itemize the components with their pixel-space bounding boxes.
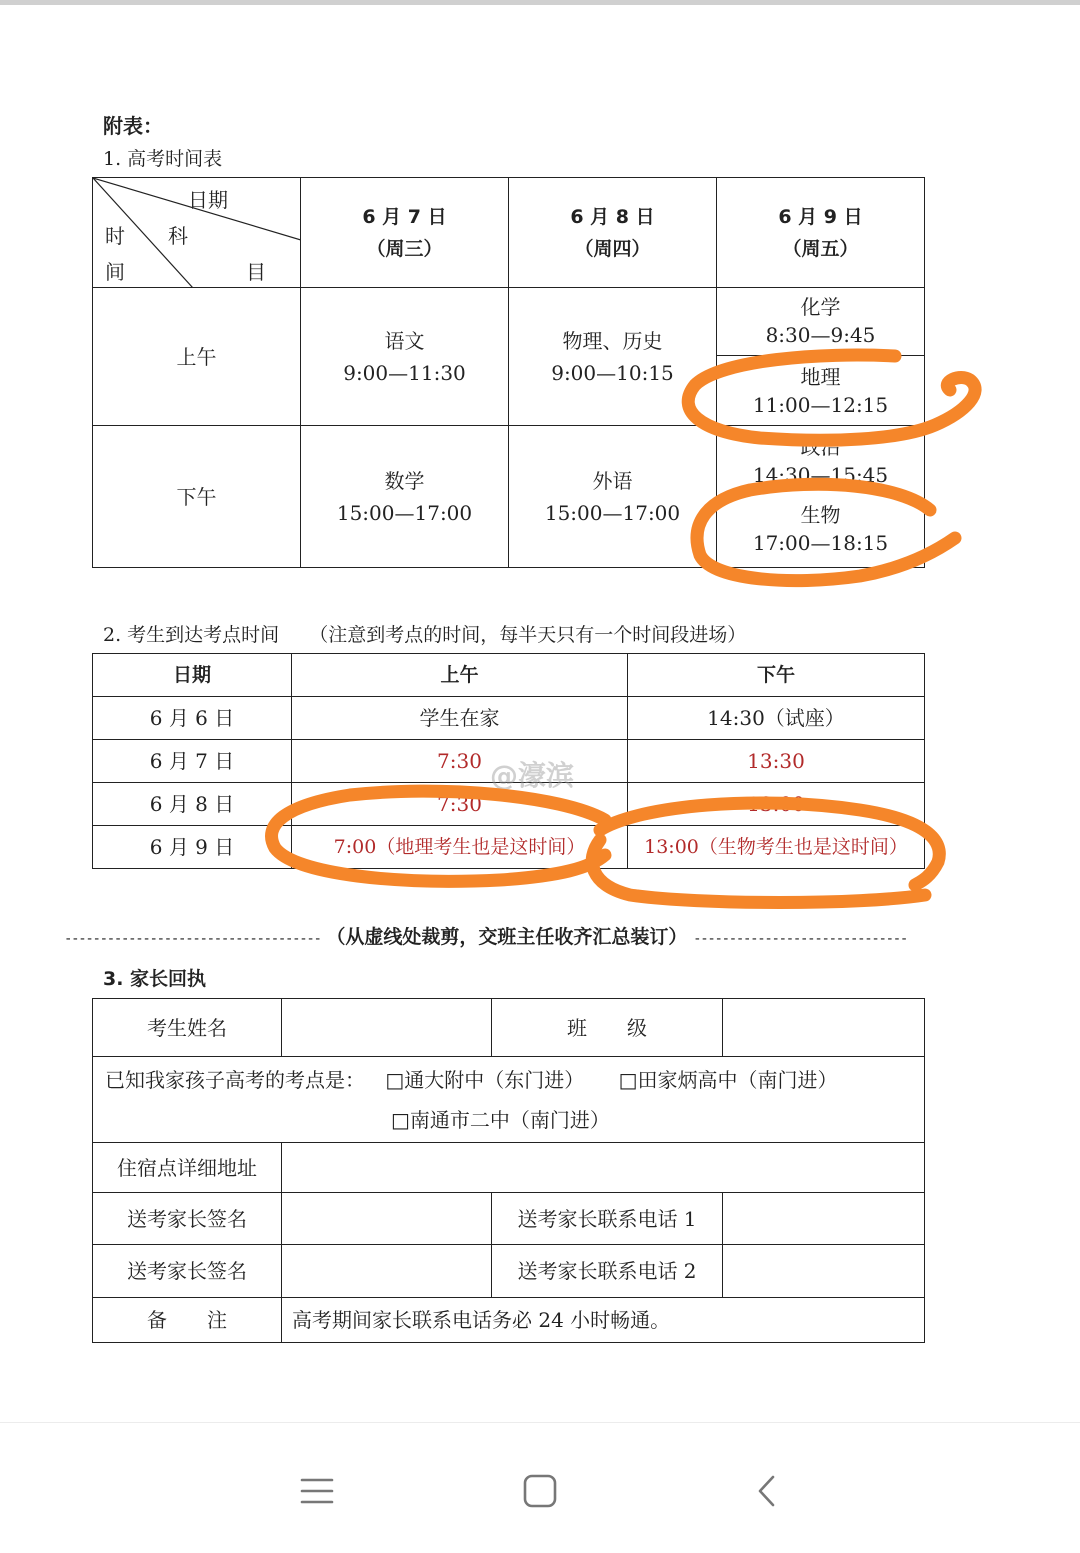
- remark-text: 高考期间家长联系电话务必 24 小时畅通。: [282, 1298, 925, 1343]
- corner-time-a: 时: [105, 224, 125, 248]
- jun9-morning-cell: [717, 288, 925, 426]
- option-tianjiabing-checkbox[interactable]: □田家炳高中（南门进）: [618, 1067, 838, 1092]
- jun9-biology: 生物 17:00—18:15: [752, 502, 889, 555]
- jun9-afternoon-cell: [717, 426, 925, 568]
- remark-label: 备 注: [93, 1298, 282, 1343]
- option-nantong-no2-checkbox[interactable]: □南通市二中（南门进）: [391, 1107, 610, 1132]
- arrival-header-date: 日期: [93, 654, 292, 697]
- arrival-date: 6 月 9 日: [93, 826, 292, 869]
- parent-sign-field[interactable]: [282, 1193, 492, 1245]
- watermark: @濠滨: [490, 759, 575, 792]
- menu-icon: [300, 1476, 334, 1506]
- corner-header-cell: [93, 178, 301, 288]
- arrival-pm: 13:30: [628, 740, 925, 783]
- section2-note: （注意到考点的时间，每半天只有一个时间段进场）: [309, 624, 747, 646]
- parent-sign-field[interactable]: [282, 1245, 492, 1298]
- date-header-jun7: 6 月 7 日 （周三）: [301, 178, 509, 288]
- exam-site-prefix: 已知我家孩子高考的考点是：: [105, 1067, 365, 1092]
- date-header-jun8: 6 月 8 日 （周四）: [509, 178, 717, 288]
- arrival-header-pm: 下午: [628, 654, 925, 697]
- section3-title: 3. 家长回执: [103, 968, 207, 990]
- jun9-chemistry: 化学 8:30—9:45: [765, 294, 876, 347]
- address-label: 住宿点详细地址: [93, 1143, 282, 1193]
- parent-sign-label: 送考家长签名: [93, 1193, 282, 1245]
- jun7-afternoon-cell: 数学 15:00—17:00: [301, 426, 509, 568]
- phone2-field[interactable]: [723, 1245, 925, 1298]
- arrival-pm: 14:30（试座）: [628, 697, 925, 740]
- jun8-afternoon-cell: 外语 15:00—17:00: [509, 426, 717, 568]
- student-name-field[interactable]: [282, 999, 492, 1057]
- arrival-pm: 13:00: [628, 783, 925, 826]
- arrival-am: 7:00（地理考生也是这时间）: [292, 826, 628, 869]
- arrival-am: 7:30: [292, 740, 628, 783]
- section2-title: 2. 考生到达考点时间 （注意到考点的时间，每半天只有一个时间段进场）: [103, 624, 747, 646]
- cut-line: ------------------------------------ （从虚线处裁剪，交班主任收齐汇总装订） ------------------------------: [64, 926, 907, 948]
- arrival-date: 6 月 6 日: [93, 697, 292, 740]
- home-button[interactable]: [510, 1463, 570, 1519]
- menu-button[interactable]: [287, 1463, 347, 1519]
- section1-title: 1. 高考时间表: [103, 148, 223, 170]
- corner-subject-a: 科: [168, 224, 188, 248]
- back-chevron-icon: [755, 1474, 779, 1508]
- cut-line-text: （从虚线处裁剪，交班主任收齐汇总装订）: [326, 926, 688, 948]
- jun9-geography: 地理 11:00—12:15: [752, 364, 889, 417]
- morning-label: 上午: [93, 288, 301, 426]
- phone1-label: 送考家长联系电话 1: [492, 1193, 723, 1245]
- student-name-label: 考生姓名: [93, 999, 282, 1057]
- arrival-date: 6 月 8 日: [93, 783, 292, 826]
- back-button[interactable]: [737, 1463, 797, 1519]
- phone1-field[interactable]: [723, 1193, 925, 1245]
- corner-date-label: 日期: [188, 188, 228, 212]
- phone2-label: 送考家长联系电话 2: [492, 1245, 723, 1298]
- arrival-am: 学生在家: [292, 697, 628, 740]
- appendix-heading: 附表：: [103, 114, 163, 138]
- jun8-morning-cell: 物理、历史 9:00—10:15: [509, 288, 717, 426]
- top-status-bar: [0, 0, 1080, 5]
- jun7-morning-cell: 语文 9:00—11:30: [301, 288, 509, 426]
- corner-time-b: 间: [105, 260, 125, 284]
- option-tongda-checkbox[interactable]: □通大附中（东门进）: [385, 1067, 585, 1092]
- home-square-icon: [523, 1474, 557, 1508]
- parent-sign-label: 送考家长签名: [93, 1245, 282, 1298]
- date-header-jun9: 6 月 9 日 （周五）: [717, 178, 925, 288]
- exam-schedule-table: [92, 177, 925, 568]
- cell-divider: [717, 355, 924, 356]
- afternoon-label: 下午: [93, 426, 301, 568]
- address-field[interactable]: [282, 1143, 925, 1193]
- arrival-am: 7:30: [292, 783, 628, 826]
- arrival-header-am: 上午: [292, 654, 628, 697]
- class-label: 班 级: [492, 999, 723, 1057]
- jun9-politics: 政治 14:30—15:45: [752, 434, 889, 487]
- parent-receipt-table: [92, 998, 925, 1343]
- class-field[interactable]: [723, 999, 925, 1057]
- bottom-navigation-bar: [0, 1422, 1080, 1553]
- arrival-pm: 13:00（生物考生也是这时间）: [628, 826, 925, 869]
- arrival-date: 6 月 7 日: [93, 740, 292, 783]
- exam-site-cell: [93, 1057, 925, 1143]
- corner-subject-b: 目: [246, 260, 266, 284]
